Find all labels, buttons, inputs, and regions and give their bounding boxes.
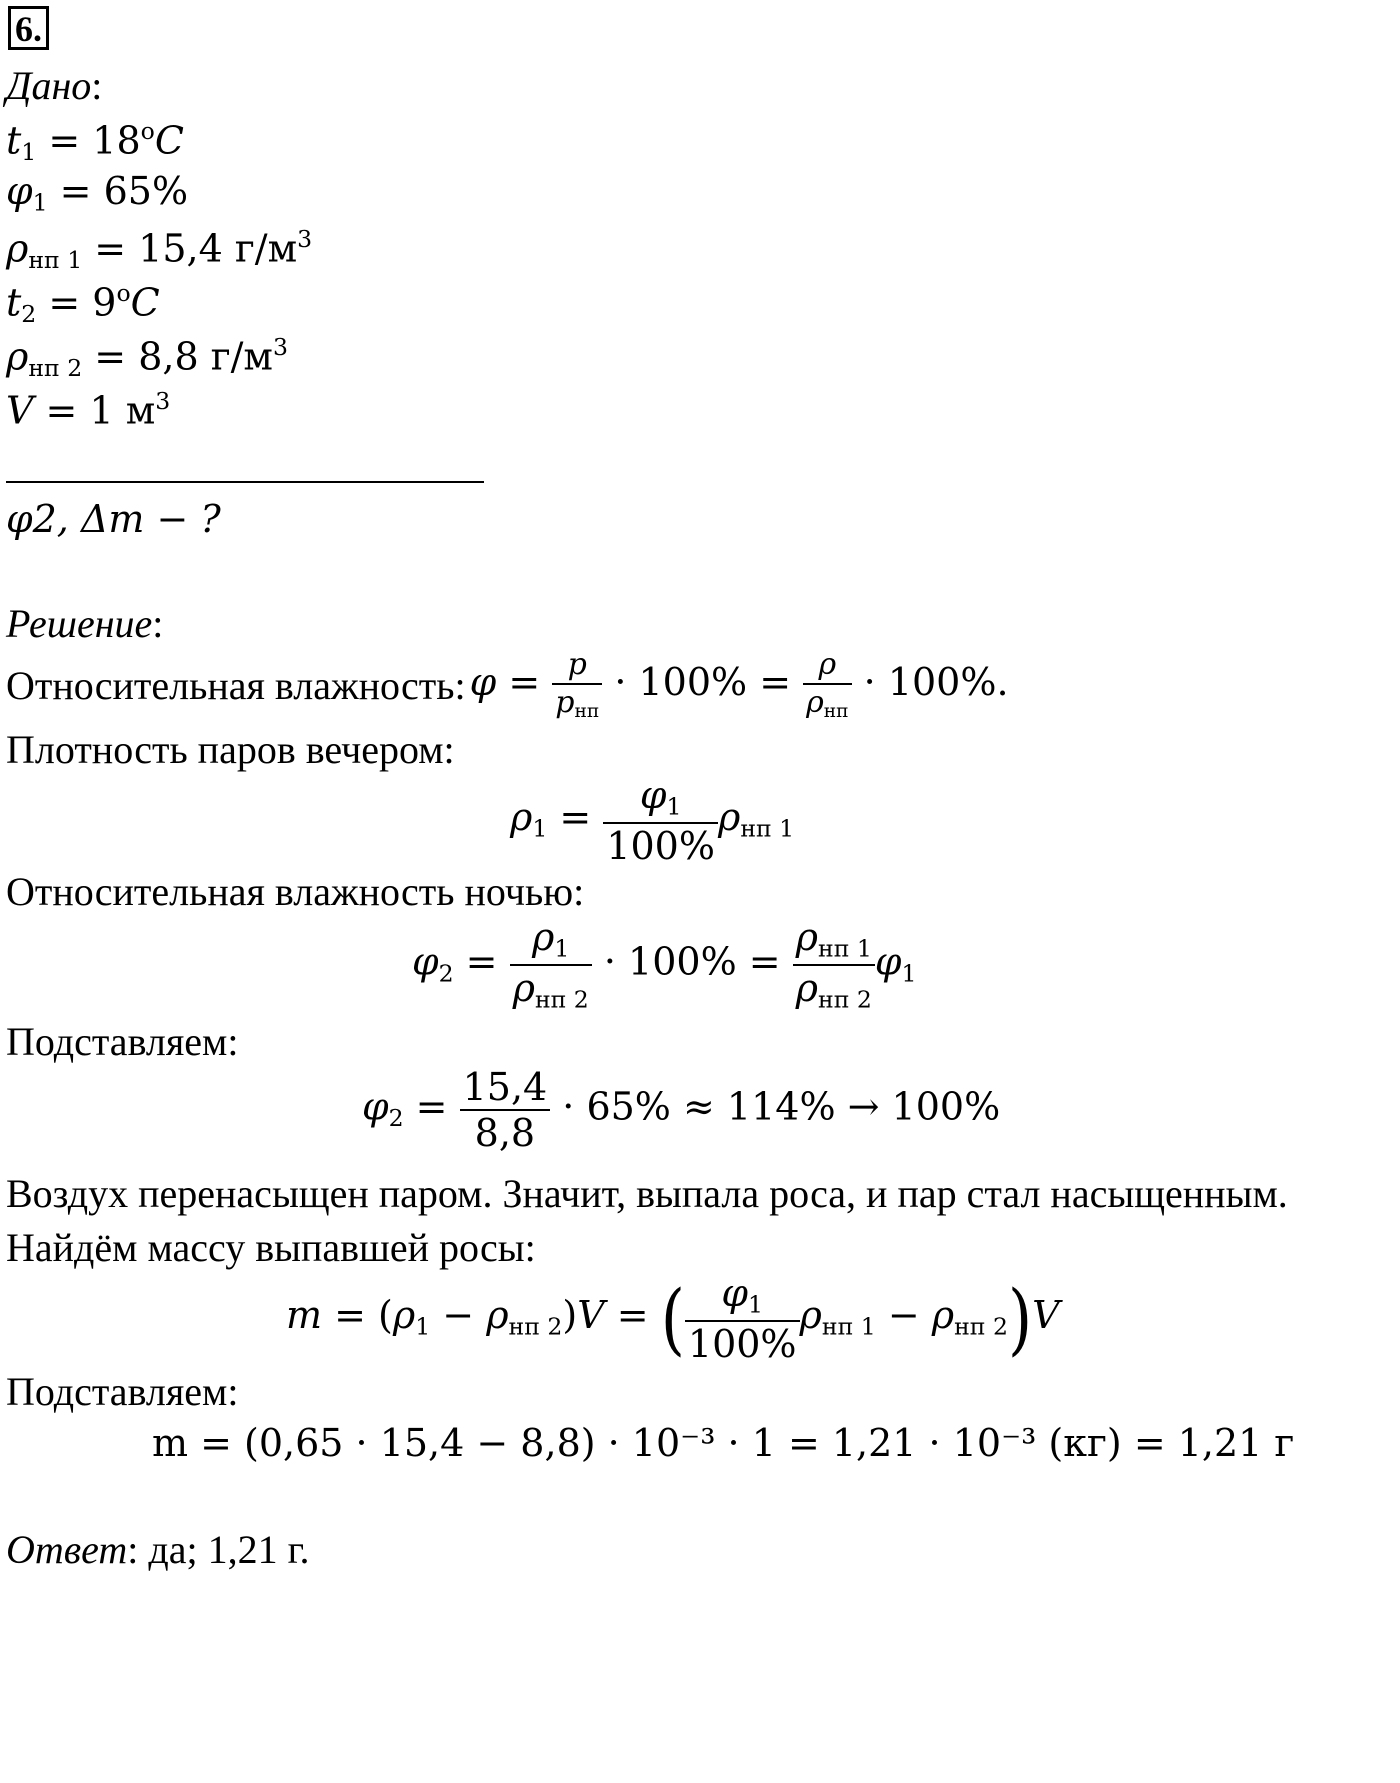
find-mass-text: Найдём массу выпавшей росы:: [6, 1225, 536, 1270]
given-rho-np1: $\rho_{нп 1} = 15,4$ $г/м^3$: [6, 225, 313, 275]
rel-humidity-formula-line: Относительная влажность: φ = $\frac{p}{p_{нп}}$ · 100% = $\frac{\rho}{\rho_{нп}}$ · 100%.: [6, 647, 1009, 723]
problem-number: 6.: [8, 6, 49, 50]
phi2-substitution: $\varphi_2$ = $\frac{15,4}{8,8}$ · 65% ≈ 114% → 100%: [362, 1065, 1001, 1155]
given-phi1: $\varphi_1 = 65\%$: [6, 169, 189, 217]
mass-formula: $m = (\rho_1 - \rho_{нп 2})V$ = ( $\frac{\varphi_1}{100\%}$ $\rho_{нп 1} - \rho_{нп 2})V$: [286, 1271, 1060, 1367]
given-volume: V = 1 $м^3$: [6, 387, 171, 433]
given-t2: $t_2 = 9^oC$: [6, 279, 160, 329]
final-calculation: m = (0,65 · 15,4 − 8,8) · 10⁻³ · 1 = 1,21 · 10⁻³ (кг) = 1,21 г: [152, 1421, 1295, 1465]
phi2-formula: $\varphi_2$ = $\frac{\rho_1}{\rho_{нп 2}}$ · 100% = $\frac{\rho_{нп 1}}{\rho_{нп 2}}$ $\varphi_1$: [412, 915, 917, 1014]
supersaturated-text: Воздух перенасыщен паром. Значит, выпала роса, и пар стал насыщенным.: [6, 1171, 1288, 1216]
find-line: φ2, Δm − ?: [6, 497, 221, 541]
substitute-text-2: Подставляем:: [6, 1369, 239, 1414]
rho1-formula: $\rho_1$ = $\frac{\varphi_1}{100\%}$ $\rho_{нп 1}$: [510, 773, 795, 869]
solution-label: Решение:: [6, 601, 164, 646]
given-rho-np2: $\rho_{нп 2} = 8,8$ $г/м^3$: [6, 333, 288, 383]
answer-line: Ответ: да; 1,21 г.: [6, 1527, 310, 1572]
vapor-density-evening-text: Плотность паров вечером:: [6, 727, 455, 772]
given-t1: $t_1 = 18^oC$: [6, 117, 184, 167]
given-divider: [6, 481, 484, 483]
given-label: Дано:: [6, 63, 103, 108]
substitute-text-1: Подставляем:: [6, 1019, 239, 1064]
rel-humidity-night-text: Относительная влажность ночью:: [6, 869, 585, 914]
